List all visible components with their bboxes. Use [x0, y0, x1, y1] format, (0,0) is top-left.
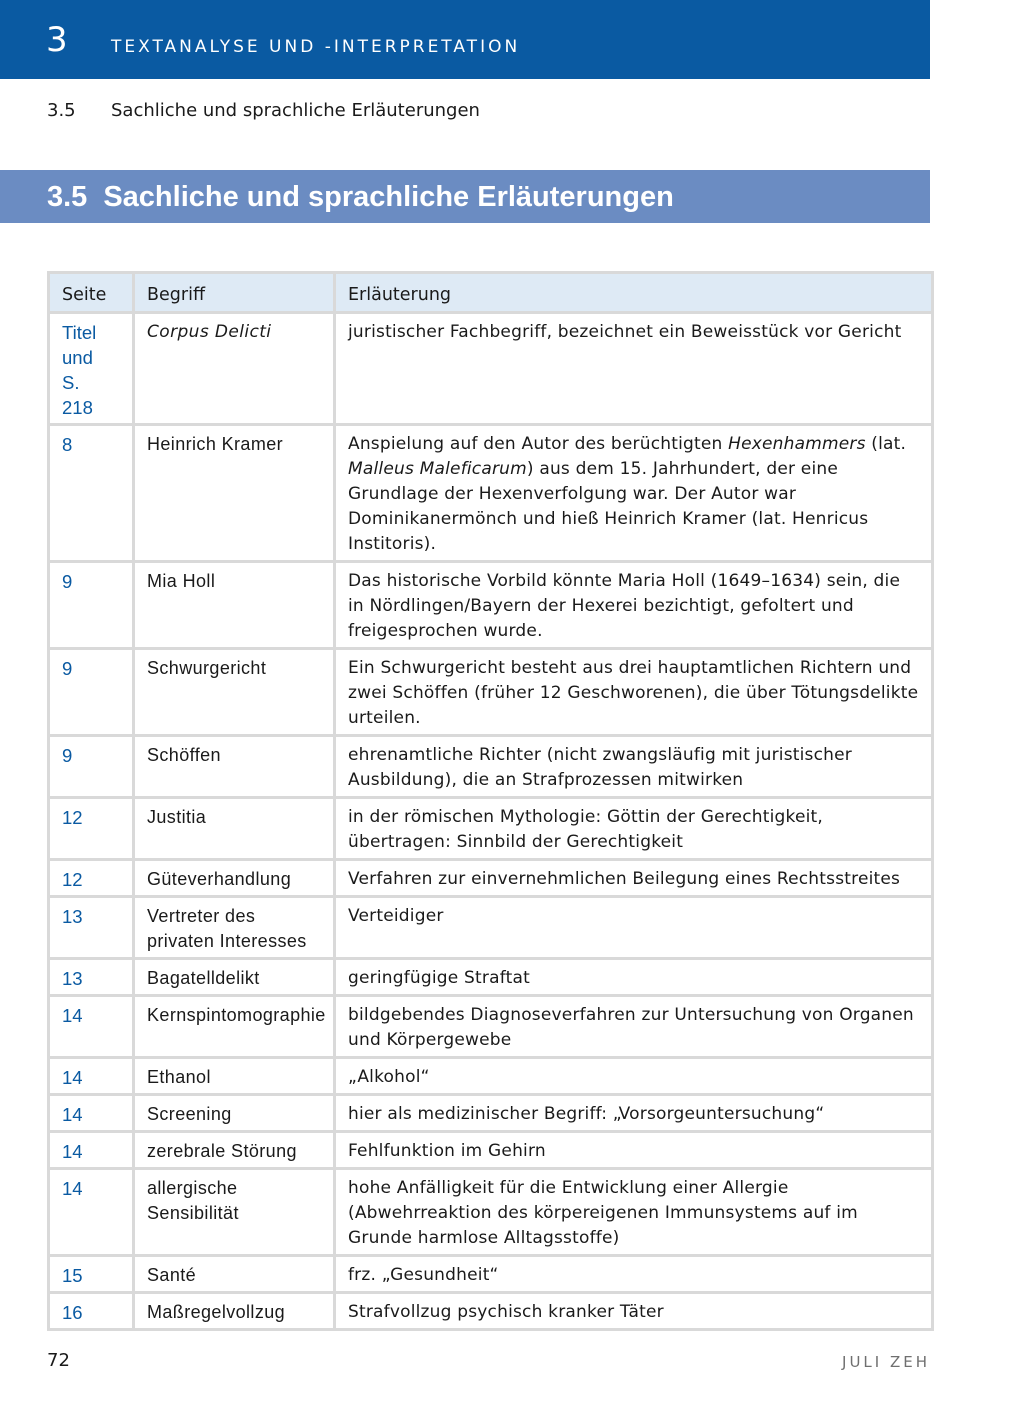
explanation-text: ) aus dem 15. Jahrhundert, der eine Grundlage der Hexenverfolgung war. Der Autor war Dominikanermönch und hieß Heinrich Kramer (lat. Henricus Institoris).: [348, 459, 869, 554]
glossary-table: [47, 271, 934, 1331]
explanation: frz. „Gesundheit“: [335, 1256, 933, 1293]
section-title: [47, 180, 674, 214]
explanation: Fehlfunktion im Gehirn: [335, 1132, 933, 1169]
term: Justitia: [134, 798, 335, 860]
term: Heinrich Kramer: [134, 425, 335, 562]
page-ref: 12: [49, 798, 134, 860]
page-ref: 16: [49, 1293, 134, 1330]
explanation-italic: Malleus Maleficarum: [348, 459, 527, 479]
page-ref: 15: [49, 1256, 134, 1293]
explanation: in der römischen Mythologie: Göttin der Gerechtigkeit, übertragen: Sinnbild der Gerechtigkeit: [335, 798, 933, 860]
running-head: [47, 99, 480, 123]
page-ref: 8: [49, 425, 134, 562]
table-row: [49, 313, 933, 425]
table-row: [49, 959, 933, 996]
term: Vertreter des privaten Interesses: [134, 897, 335, 959]
author-name: JULI ZEH: [842, 1353, 930, 1371]
running-head-number: 3.5: [47, 100, 76, 121]
table-row: [49, 562, 933, 649]
table-row: [49, 1132, 933, 1169]
explanation: Strafvollzug psychisch kranker Täter: [335, 1293, 933, 1330]
column-header-page: Seite: [49, 273, 134, 313]
term: Maßregelvollzug: [134, 1293, 335, 1330]
term: Santé: [134, 1256, 335, 1293]
term: Kernspintomographie: [134, 996, 335, 1058]
page-number: 72: [47, 1350, 70, 1371]
explanation-text: Anspielung auf den Autor des berüchtigten: [348, 434, 729, 454]
chapter-header-bar: [0, 0, 930, 79]
chapter-number: 3: [46, 20, 68, 60]
column-header-term: Begriff: [134, 273, 335, 313]
explanation: bildgebendes Diagnoseverfahren zur Untersuchung von Organen und Körpergewebe: [335, 996, 933, 1058]
page-ref: 14: [49, 996, 134, 1058]
explanation: Das historische Vorbild könnte Maria Holl (1649–1634) sein, die in Nördlingen/Bayern der Hexerei bezichtigt, gefoltert und freigesprochen wurde.: [335, 562, 933, 649]
term: Screening: [134, 1095, 335, 1132]
explanation-italic: Hexenhammers: [728, 434, 866, 454]
table-row: [49, 1095, 933, 1132]
section-number: 3.5: [47, 181, 88, 213]
explanation: „Alkohol“: [335, 1058, 933, 1095]
term: Bagatelldelikt: [134, 959, 335, 996]
term: Mia Holl: [134, 562, 335, 649]
term: Corpus Delicti: [134, 313, 335, 425]
table-row: [49, 798, 933, 860]
table-row: [49, 1169, 933, 1256]
explanation: hier als medizinischer Begriff: „Vorsorgeuntersuchung“: [335, 1095, 933, 1132]
explanation: Verteidiger: [335, 897, 933, 959]
term: Ethanol: [134, 1058, 335, 1095]
page-ref: 9: [49, 562, 134, 649]
page-ref: 14: [49, 1095, 134, 1132]
table-row: [49, 1256, 933, 1293]
running-head-title: Sachliche und sprachliche Erläuterungen: [111, 100, 480, 121]
term: Schwurgericht: [134, 649, 335, 736]
term: allergische Sensibilität: [134, 1169, 335, 1256]
page-ref: 14: [49, 1169, 134, 1256]
page-ref: 9: [49, 649, 134, 736]
explanation: geringfügige Straftat: [335, 959, 933, 996]
page-ref: 9: [49, 736, 134, 798]
section-heading-bar: [0, 170, 930, 223]
table-row: [49, 897, 933, 959]
page-ref: 12: [49, 860, 134, 897]
page-ref: Titel und S. 218: [49, 313, 134, 425]
term: zerebrale Störung: [134, 1132, 335, 1169]
explanation: [335, 425, 933, 562]
explanation: Verfahren zur einvernehmlichen Beilegung eines Rechtsstreites: [335, 860, 933, 897]
section-title-text: Sachliche und sprachliche Erläuterungen: [103, 181, 674, 213]
table-row: [49, 1293, 933, 1330]
table-row: [49, 736, 933, 798]
explanation: hohe Anfälligkeit für die Entwicklung einer Allergie (Abwehrreaktion des körpereigenen Immunsystems auf im Grunde harmlose Alltagsstoffe): [335, 1169, 933, 1256]
table-row: [49, 996, 933, 1058]
table-header-row: [49, 273, 933, 313]
table-row: [49, 425, 933, 562]
chapter-title: TEXTANALYSE UND -INTERPRETATION: [111, 37, 521, 57]
explanation-text: (lat.: [865, 434, 907, 454]
page-ref: 14: [49, 1132, 134, 1169]
page-ref: 13: [49, 897, 134, 959]
page-ref: 14: [49, 1058, 134, 1095]
table-row: [49, 860, 933, 897]
column-header-explanation: Erläuterung: [335, 273, 933, 313]
explanation: ehrenamtliche Richter (nicht zwangsläufig mit juristischer Ausbildung), die an Strafprozessen mitwirken: [335, 736, 933, 798]
table-row: [49, 1058, 933, 1095]
term: Güteverhandlung: [134, 860, 335, 897]
table-row: [49, 649, 933, 736]
term: Schöffen: [134, 736, 335, 798]
explanation: Ein Schwurgericht besteht aus drei hauptamtlichen Richtern und zwei Schöffen (früher 12 Geschworenen), die über Tötungsdelikte urteilen.: [335, 649, 933, 736]
page-ref: 13: [49, 959, 134, 996]
explanation: juristischer Fachbegriff, bezeichnet ein Beweisstück vor Gericht: [335, 313, 933, 425]
